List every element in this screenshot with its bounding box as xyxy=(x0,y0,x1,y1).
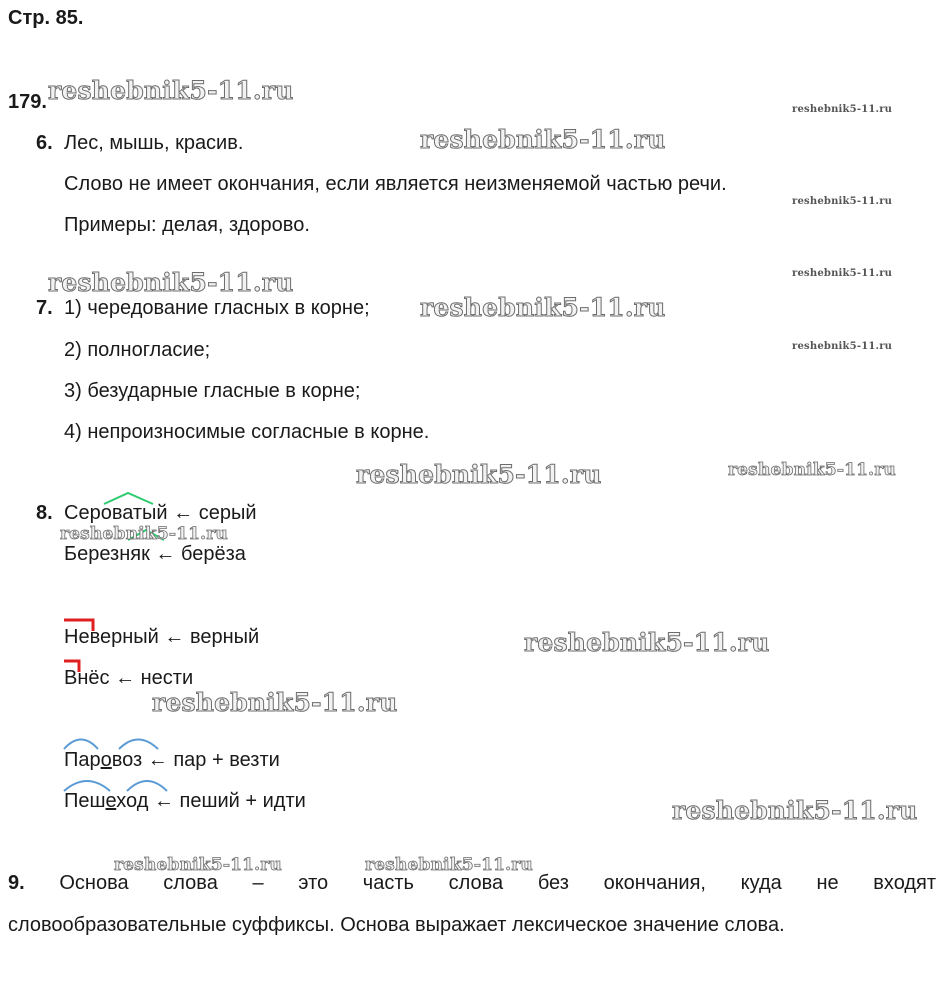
watermark: reshebnik5-11.ru xyxy=(792,104,893,115)
watermark: reshebnik5-11.ru xyxy=(152,688,398,717)
task6-explanation: Слово не имеет окончания, если является неизменяемой частью речи. xyxy=(64,173,727,195)
suffix-mark xyxy=(104,493,153,504)
task9-line1: 9. Основа слова – это часть слова без окончания, куда не входят xyxy=(8,872,937,894)
root-arc xyxy=(127,781,167,791)
task9-line2: словообразовательные суффиксы. Основа выражает лексическое значение слова. xyxy=(8,914,785,936)
watermark: reshebnik5-11.ru xyxy=(60,524,228,544)
source-word: нести xyxy=(140,667,194,689)
connecting-vowel: о xyxy=(100,749,112,771)
derived-word: Внёс xyxy=(64,667,110,689)
arrow-left-icon: ← xyxy=(147,749,168,771)
task7-item: 2) полногласие; xyxy=(64,339,211,361)
task6-examples: Примеры: делая, здорово. xyxy=(64,214,310,236)
task7-item: 4) непроизносимые согласные в корне. xyxy=(64,421,430,443)
watermark: reshebnik5-11.ru xyxy=(365,855,533,875)
connecting-vowel: е xyxy=(105,790,117,812)
watermark: reshebnik5-11.ru xyxy=(420,125,666,154)
watermark: reshebnik5-11.ru xyxy=(420,293,666,322)
source-word: серый xyxy=(198,502,257,524)
source-word: верный xyxy=(189,626,260,648)
source-word: пеший + идти xyxy=(179,790,306,812)
watermark: reshebnik5-11.ru xyxy=(672,796,918,825)
task7-item: 3) безударные гласные в корне; xyxy=(64,380,361,402)
source-word: берёза xyxy=(180,543,246,565)
watermark: reshebnik5-11.ru xyxy=(48,76,294,105)
task7-item: 1) чередование гласных в корне; xyxy=(64,297,370,319)
prefix-mark xyxy=(64,661,79,672)
arrow-left-icon: ← xyxy=(173,502,194,524)
task8-number: 8. xyxy=(36,502,53,524)
root-arc xyxy=(64,781,110,791)
root-arc xyxy=(64,740,98,750)
watermark: reshebnik5-11.ru xyxy=(792,341,893,352)
arrow-left-icon: ← xyxy=(155,543,176,565)
watermark: reshebnik5-11.ru xyxy=(356,460,602,489)
arrow-left-icon: ← xyxy=(153,790,174,812)
arrow-left-icon: ← xyxy=(164,626,185,648)
source-word: пар + везти xyxy=(173,749,280,771)
task6-number: 6. xyxy=(36,132,53,154)
task9-number: 9. xyxy=(8,872,25,894)
page-title: Стр. 85. xyxy=(8,7,84,29)
root-arc xyxy=(119,740,158,750)
derived-word: Неверный xyxy=(64,626,159,648)
prefix-mark xyxy=(64,620,93,631)
watermark: reshebnik5-11.ru xyxy=(728,460,896,480)
task7-number: 7. xyxy=(36,297,53,319)
watermark: reshebnik5-11.ru xyxy=(792,196,893,207)
derived-word: Березняк xyxy=(64,543,150,565)
watermark: reshebnik5-11.ru xyxy=(792,268,893,279)
arrow-left-icon: ← xyxy=(115,667,136,689)
compound-word: Паровоз xyxy=(64,749,143,771)
watermark: reshebnik5-11.ru xyxy=(48,268,294,297)
compound-word: Пешеход xyxy=(64,790,149,812)
watermark: reshebnik5-11.ru xyxy=(114,855,282,875)
derived-word: Сероватый xyxy=(64,502,168,524)
task6-answer: Лес, мышь, красив. xyxy=(64,132,244,154)
watermark: reshebnik5-11.ru xyxy=(524,628,770,657)
exercise-number: 179. xyxy=(8,91,47,113)
